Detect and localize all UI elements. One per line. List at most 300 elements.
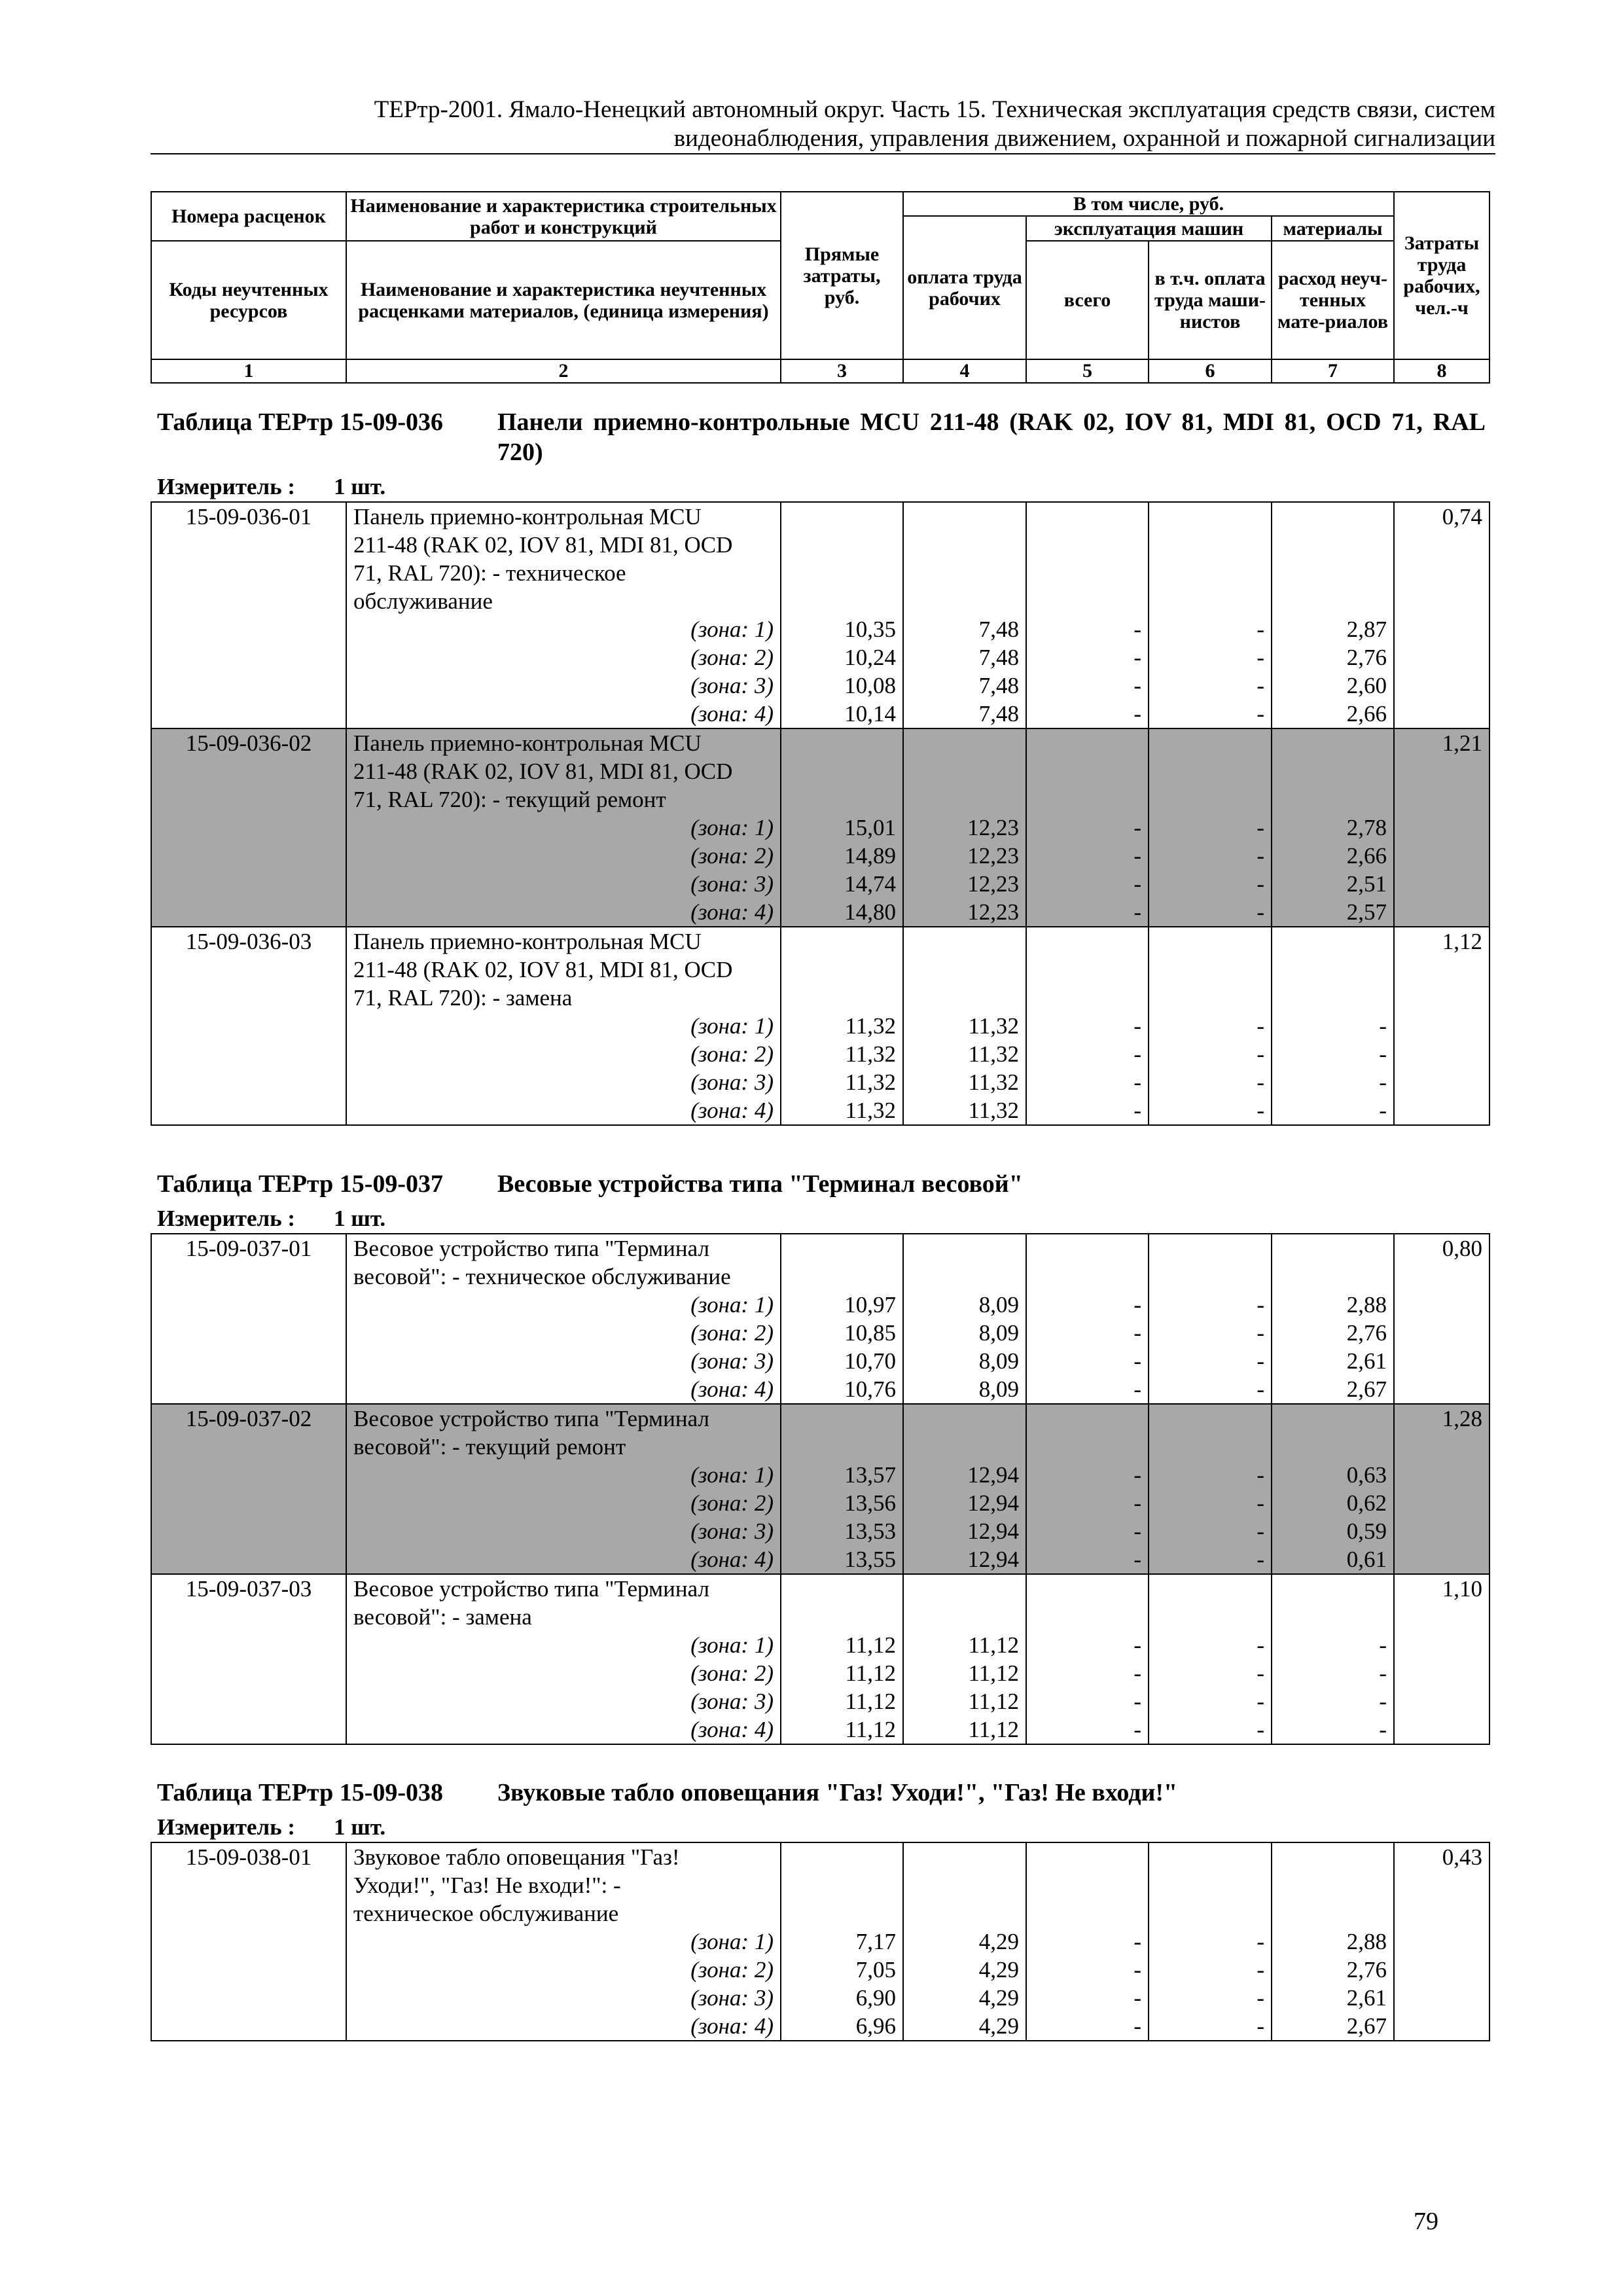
machines-total: - bbox=[1026, 700, 1149, 728]
empty-cell bbox=[1026, 587, 1149, 615]
empty-cell bbox=[151, 842, 346, 870]
item-desc-row bbox=[151, 1842, 1489, 1871]
materials-cost: 2,88 bbox=[1272, 1291, 1394, 1319]
machinists-pay: - bbox=[1149, 1984, 1272, 2012]
machinists-pay: - bbox=[1149, 643, 1272, 672]
empty-cell bbox=[903, 1842, 1026, 1871]
rate-description: Панель приемно-контрольная MCU bbox=[346, 728, 781, 757]
empty-cell bbox=[1394, 1715, 1489, 1744]
empty-cell bbox=[151, 1040, 346, 1068]
empty-cell bbox=[1026, 1404, 1149, 1433]
direct-cost: 7,17 bbox=[781, 1928, 903, 1956]
header-code-top: Номера расценок bbox=[151, 192, 346, 241]
machines-total: - bbox=[1026, 1347, 1149, 1375]
empty-cell bbox=[151, 587, 346, 615]
item-desc-row bbox=[151, 757, 1489, 785]
empty-cell bbox=[903, 1404, 1026, 1433]
empty-cell bbox=[1149, 1842, 1272, 1871]
empty-cell bbox=[781, 1603, 903, 1631]
empty-cell bbox=[1149, 956, 1272, 984]
zone-label: (зона: 2) bbox=[346, 1956, 781, 1984]
empty-cell bbox=[1394, 1040, 1489, 1068]
table-title bbox=[157, 1778, 1492, 1808]
column-number: 2 bbox=[346, 359, 781, 383]
empty-cell bbox=[1272, 1603, 1394, 1631]
machinists-pay: - bbox=[1149, 700, 1272, 728]
machinists-pay: - bbox=[1149, 870, 1272, 898]
table-name: Звуковые табло оповещания "Газ! Уходи!", "Газ! Не входи!" bbox=[497, 1779, 1178, 1806]
machines-total: - bbox=[1026, 842, 1149, 870]
machinists-pay: - bbox=[1149, 898, 1272, 927]
zone-label: (зона: 3) bbox=[346, 1687, 781, 1715]
empty-cell bbox=[1149, 728, 1272, 757]
empty-cell bbox=[781, 1404, 903, 1433]
empty-cell bbox=[151, 1375, 346, 1404]
empty-cell bbox=[903, 984, 1026, 1012]
empty-cell bbox=[151, 1461, 346, 1489]
empty-cell bbox=[1026, 757, 1149, 785]
direct-cost: 10,24 bbox=[781, 643, 903, 672]
empty-cell bbox=[1394, 1375, 1489, 1404]
empty-cell bbox=[781, 502, 903, 531]
rate-description: Панель приемно-контрольная MCU bbox=[346, 502, 781, 531]
rate-code: 15-09-037-03 bbox=[151, 1574, 346, 1603]
zone-label: (зона: 1) bbox=[346, 1012, 781, 1040]
table-code: Таблица ТЕРтр 15-09-038 bbox=[157, 1779, 444, 1806]
labor-cost: 0,80 bbox=[1394, 1234, 1489, 1263]
table-row bbox=[151, 1347, 1489, 1375]
empty-cell bbox=[1394, 1012, 1489, 1040]
table-code: Таблица ТЕРтр 15-09-037 bbox=[157, 1170, 444, 1198]
machines-total: - bbox=[1026, 1715, 1149, 1744]
empty-cell bbox=[1272, 956, 1394, 984]
zone-label: (зона: 4) bbox=[346, 898, 781, 927]
machinists-pay: - bbox=[1149, 1096, 1272, 1125]
labor-pay: 12,23 bbox=[903, 842, 1026, 870]
direct-cost: 10,14 bbox=[781, 700, 903, 728]
empty-cell bbox=[1394, 1687, 1489, 1715]
direct-cost: 14,80 bbox=[781, 898, 903, 927]
labor-pay: 8,09 bbox=[903, 1347, 1026, 1375]
table-row bbox=[151, 842, 1489, 870]
rate-description: Весовое устройство типа "Терминал bbox=[346, 1574, 781, 1603]
meter-label: Измеритель : bbox=[157, 1206, 296, 1231]
header-total: всего bbox=[1026, 241, 1149, 359]
zone-label: (зона: 2) bbox=[346, 1489, 781, 1517]
zone-label: (зона: 4) bbox=[346, 2012, 781, 2041]
labor-pay: 11,32 bbox=[903, 1012, 1026, 1040]
meter-value: 1 шт. bbox=[334, 1206, 386, 1231]
column-number: 6 bbox=[1149, 359, 1272, 383]
rate-code: 15-09-038-01 bbox=[151, 1842, 346, 1871]
header-name-top: Наименование и характеристика строительных работ и конструкций bbox=[346, 192, 781, 241]
empty-cell bbox=[1394, 956, 1489, 984]
direct-cost: 13,53 bbox=[781, 1517, 903, 1545]
meter-value: 1 шт. bbox=[334, 474, 386, 499]
zone-label: (зона: 3) bbox=[346, 1347, 781, 1375]
machines-total: - bbox=[1026, 1928, 1149, 1956]
empty-cell bbox=[151, 814, 346, 842]
empty-cell bbox=[1394, 870, 1489, 898]
rate-description: Уходи!", "Газ! Не входи!": - bbox=[346, 1871, 781, 1899]
materials-cost: 2,66 bbox=[1272, 842, 1394, 870]
item-desc-row bbox=[151, 1433, 1489, 1461]
column-number: 7 bbox=[1272, 359, 1394, 383]
zone-label: (зона: 2) bbox=[346, 1040, 781, 1068]
empty-cell bbox=[1272, 757, 1394, 785]
column-number: 5 bbox=[1026, 359, 1149, 383]
empty-cell bbox=[1394, 615, 1489, 643]
machines-total: - bbox=[1026, 1489, 1149, 1517]
empty-cell bbox=[151, 1928, 346, 1956]
labor-pay: 4,29 bbox=[903, 2012, 1026, 2041]
item-desc-row bbox=[151, 984, 1489, 1012]
empty-cell bbox=[1026, 956, 1149, 984]
empty-cell bbox=[1026, 1263, 1149, 1291]
direct-cost: 10,08 bbox=[781, 672, 903, 700]
empty-cell bbox=[781, 757, 903, 785]
direct-cost: 11,32 bbox=[781, 1012, 903, 1040]
item-desc-row bbox=[151, 1404, 1489, 1433]
direct-cost: 11,12 bbox=[781, 1659, 903, 1687]
item-desc-row bbox=[151, 927, 1489, 956]
machines-total: - bbox=[1026, 1461, 1149, 1489]
rate-description: Весовое устройство типа "Терминал bbox=[346, 1404, 781, 1433]
labor-pay: 12,94 bbox=[903, 1489, 1026, 1517]
empty-cell bbox=[1394, 757, 1489, 785]
empty-cell bbox=[1394, 531, 1489, 559]
labor-pay: 11,32 bbox=[903, 1096, 1026, 1125]
machines-total: - bbox=[1026, 1517, 1149, 1545]
empty-cell bbox=[151, 1068, 346, 1096]
empty-cell bbox=[1149, 757, 1272, 785]
empty-cell bbox=[1394, 1319, 1489, 1347]
machines-total: - bbox=[1026, 643, 1149, 672]
empty-cell bbox=[1394, 672, 1489, 700]
empty-cell bbox=[1394, 1517, 1489, 1545]
empty-cell bbox=[1026, 1433, 1149, 1461]
meter-line bbox=[157, 1206, 385, 1232]
empty-cell bbox=[1149, 1234, 1272, 1263]
empty-cell bbox=[1272, 1263, 1394, 1291]
materials-cost: 2,60 bbox=[1272, 672, 1394, 700]
empty-cell bbox=[151, 1319, 346, 1347]
rate-description: обслуживание bbox=[346, 587, 781, 615]
empty-cell bbox=[1149, 531, 1272, 559]
empty-cell bbox=[903, 1234, 1026, 1263]
item-desc-row bbox=[151, 1234, 1489, 1263]
empty-cell bbox=[903, 587, 1026, 615]
machines-total: - bbox=[1026, 870, 1149, 898]
table-row bbox=[151, 2012, 1489, 2041]
column-number: 8 bbox=[1394, 359, 1489, 383]
direct-cost: 15,01 bbox=[781, 814, 903, 842]
rate-code: 15-09-036-03 bbox=[151, 927, 346, 956]
item-desc-row bbox=[151, 559, 1489, 587]
empty-cell bbox=[1272, 1871, 1394, 1899]
empty-cell bbox=[1026, 1603, 1149, 1631]
header-unaccounted: расход неуч-тенных мате-риалов bbox=[1272, 241, 1394, 359]
table-row bbox=[151, 1461, 1489, 1489]
item-desc-row bbox=[151, 956, 1489, 984]
item-desc-row bbox=[151, 785, 1489, 814]
labor-pay: 8,09 bbox=[903, 1375, 1026, 1404]
rate-description: 211-48 (RAK 02, IOV 81, MDI 81, OCD bbox=[346, 757, 781, 785]
meter-line bbox=[157, 474, 385, 500]
table-row bbox=[151, 1096, 1489, 1125]
empty-cell bbox=[1149, 1603, 1272, 1631]
empty-cell bbox=[1272, 502, 1394, 531]
table-row bbox=[151, 1659, 1489, 1687]
labor-pay: 12,23 bbox=[903, 870, 1026, 898]
machines-total: - bbox=[1026, 1545, 1149, 1574]
empty-cell bbox=[1394, 1347, 1489, 1375]
empty-cell bbox=[903, 1574, 1026, 1603]
page-number: 79 bbox=[1414, 2208, 1438, 2235]
empty-cell bbox=[781, 1263, 903, 1291]
direct-cost: 13,57 bbox=[781, 1461, 903, 1489]
labor-pay: 12,94 bbox=[903, 1461, 1026, 1489]
materials-cost: - bbox=[1272, 1040, 1394, 1068]
empty-cell bbox=[1394, 1631, 1489, 1659]
zone-label: (зона: 1) bbox=[346, 1928, 781, 1956]
item-desc-row bbox=[151, 1871, 1489, 1899]
table-row bbox=[151, 700, 1489, 728]
empty-cell bbox=[151, 2012, 346, 2041]
empty-cell bbox=[781, 927, 903, 956]
empty-cell bbox=[1394, 1461, 1489, 1489]
rate-description: Весовое устройство типа "Терминал bbox=[346, 1234, 781, 1263]
direct-cost: 6,90 bbox=[781, 1984, 903, 2012]
rate-description: 211-48 (RAK 02, IOV 81, MDI 81, OCD bbox=[346, 956, 781, 984]
labor-pay: 8,09 bbox=[903, 1291, 1026, 1319]
labor-pay: 11,32 bbox=[903, 1068, 1026, 1096]
zone-label: (зона: 1) bbox=[346, 814, 781, 842]
zone-label: (зона: 3) bbox=[346, 870, 781, 898]
materials-cost: 2,88 bbox=[1272, 1928, 1394, 1956]
empty-cell bbox=[151, 757, 346, 785]
empty-cell bbox=[1026, 1574, 1149, 1603]
column-number: 1 bbox=[151, 359, 346, 383]
empty-cell bbox=[151, 531, 346, 559]
empty-cell bbox=[1394, 1603, 1489, 1631]
empty-cell bbox=[1272, 927, 1394, 956]
meter-label: Измеритель : bbox=[157, 474, 296, 499]
zone-label: (зона: 3) bbox=[346, 1068, 781, 1096]
table-row bbox=[151, 672, 1489, 700]
empty-cell bbox=[1394, 1263, 1489, 1291]
header-line-2: видеонаблюдения, управления движением, охранной и пожарной сигнализации bbox=[673, 125, 1495, 152]
empty-cell bbox=[1394, 700, 1489, 728]
direct-cost: 11,12 bbox=[781, 1631, 903, 1659]
empty-cell bbox=[1149, 785, 1272, 814]
rate-description: 211-48 (RAK 02, IOV 81, MDI 81, OCD bbox=[346, 531, 781, 559]
meter-label: Измеритель : bbox=[157, 1814, 296, 1840]
materials-cost: 2,78 bbox=[1272, 814, 1394, 842]
labor-pay: 11,12 bbox=[903, 1659, 1026, 1687]
machines-total: - bbox=[1026, 1956, 1149, 1984]
empty-cell bbox=[781, 559, 903, 587]
header-name-bottom: Наименование и характеристика неучтенных расценками материалов, (единица измерения) bbox=[346, 241, 781, 359]
empty-cell bbox=[1149, 1263, 1272, 1291]
empty-cell bbox=[1272, 984, 1394, 1012]
materials-cost: 2,51 bbox=[1272, 870, 1394, 898]
machines-total: - bbox=[1026, 1040, 1149, 1068]
zone-label: (зона: 1) bbox=[346, 1631, 781, 1659]
empty-cell bbox=[1394, 842, 1489, 870]
machinists-pay: - bbox=[1149, 1659, 1272, 1687]
empty-cell bbox=[1149, 559, 1272, 587]
labor-cost: 1,12 bbox=[1394, 927, 1489, 956]
direct-cost: 11,32 bbox=[781, 1040, 903, 1068]
empty-cell bbox=[903, 728, 1026, 757]
empty-cell bbox=[151, 1291, 346, 1319]
empty-cell bbox=[151, 1871, 346, 1899]
empty-cell bbox=[781, 1871, 903, 1899]
table-row bbox=[151, 1928, 1489, 1956]
machines-total: - bbox=[1026, 1631, 1149, 1659]
empty-cell bbox=[1272, 1842, 1394, 1871]
machines-total: - bbox=[1026, 1096, 1149, 1125]
labor-cost: 1,28 bbox=[1394, 1404, 1489, 1433]
machinists-pay: - bbox=[1149, 2012, 1272, 2041]
empty-cell bbox=[151, 1489, 346, 1517]
machines-total: - bbox=[1026, 672, 1149, 700]
labor-pay: 8,09 bbox=[903, 1319, 1026, 1347]
empty-cell bbox=[1394, 1984, 1489, 2012]
machinists-pay: - bbox=[1149, 1631, 1272, 1659]
item-desc-row bbox=[151, 1574, 1489, 1603]
materials-cost: 0,59 bbox=[1272, 1517, 1394, 1545]
labor-pay: 11,32 bbox=[903, 1040, 1026, 1068]
empty-cell bbox=[1026, 728, 1149, 757]
direct-cost: 14,89 bbox=[781, 842, 903, 870]
materials-cost: 2,76 bbox=[1272, 643, 1394, 672]
direct-cost: 11,32 bbox=[781, 1096, 903, 1125]
table-row bbox=[151, 1489, 1489, 1517]
header-materials: материалы bbox=[1272, 216, 1394, 241]
empty-cell bbox=[903, 927, 1026, 956]
table-row bbox=[151, 870, 1489, 898]
direct-cost: 11,12 bbox=[781, 1687, 903, 1715]
rate-description: Панель приемно-контрольная MCU bbox=[346, 927, 781, 956]
empty-cell bbox=[151, 1012, 346, 1040]
empty-cell bbox=[1394, 984, 1489, 1012]
header-labor-cost: Затраты труда рабочих, чел.-ч bbox=[1394, 192, 1489, 359]
empty-cell bbox=[1149, 984, 1272, 1012]
item-desc-row bbox=[151, 1899, 1489, 1928]
header-direct: Прямые затраты, руб. bbox=[781, 192, 903, 359]
table-row bbox=[151, 1956, 1489, 1984]
materials-cost: - bbox=[1272, 1631, 1394, 1659]
machinists-pay: - bbox=[1149, 814, 1272, 842]
direct-cost: 10,85 bbox=[781, 1319, 903, 1347]
empty-cell bbox=[903, 559, 1026, 587]
empty-cell bbox=[1149, 587, 1272, 615]
machines-total: - bbox=[1026, 1687, 1149, 1715]
empty-cell bbox=[151, 559, 346, 587]
machinists-pay: - bbox=[1149, 1545, 1272, 1574]
empty-cell bbox=[1394, 559, 1489, 587]
data-table bbox=[151, 1233, 1490, 1745]
item-desc-row bbox=[151, 587, 1489, 615]
table-row bbox=[151, 1687, 1489, 1715]
materials-cost: - bbox=[1272, 1012, 1394, 1040]
empty-cell bbox=[1026, 1871, 1149, 1899]
empty-cell bbox=[1272, 531, 1394, 559]
zone-label: (зона: 3) bbox=[346, 1984, 781, 2012]
empty-cell bbox=[1394, 2012, 1489, 2041]
empty-cell bbox=[1026, 502, 1149, 531]
empty-cell bbox=[151, 1347, 346, 1375]
empty-cell bbox=[903, 1899, 1026, 1928]
empty-cell bbox=[1394, 1928, 1489, 1956]
empty-cell bbox=[151, 615, 346, 643]
empty-cell bbox=[1394, 1956, 1489, 1984]
empty-cell bbox=[1394, 1433, 1489, 1461]
empty-cell bbox=[1394, 1659, 1489, 1687]
empty-cell bbox=[1026, 927, 1149, 956]
zone-label: (зона: 1) bbox=[346, 1461, 781, 1489]
machinists-pay: - bbox=[1149, 1517, 1272, 1545]
machines-total: - bbox=[1026, 1659, 1149, 1687]
labor-pay: 11,12 bbox=[903, 1715, 1026, 1744]
empty-cell bbox=[1026, 1842, 1149, 1871]
materials-cost: 0,61 bbox=[1272, 1545, 1394, 1574]
direct-cost: 14,74 bbox=[781, 870, 903, 898]
empty-cell bbox=[151, 1899, 346, 1928]
empty-cell bbox=[1394, 1291, 1489, 1319]
materials-cost: 2,87 bbox=[1272, 615, 1394, 643]
machines-total: - bbox=[1026, 1068, 1149, 1096]
materials-cost: - bbox=[1272, 1715, 1394, 1744]
empty-cell bbox=[781, 1234, 903, 1263]
empty-cell bbox=[151, 643, 346, 672]
machinists-pay: - bbox=[1149, 1012, 1272, 1040]
empty-cell bbox=[903, 757, 1026, 785]
empty-cell bbox=[1026, 531, 1149, 559]
direct-cost: 13,56 bbox=[781, 1489, 903, 1517]
table-name: Панели приемно-контрольные MCU 211-48 (RAK 02, IOV 81, MDI 81, OCD 71, RAL 720) bbox=[497, 408, 1486, 466]
meter-line bbox=[157, 1814, 385, 1840]
labor-pay: 7,48 bbox=[903, 700, 1026, 728]
empty-cell bbox=[1149, 1574, 1272, 1603]
direct-cost: 11,32 bbox=[781, 1068, 903, 1096]
labor-pay: 4,29 bbox=[903, 1956, 1026, 1984]
labor-pay: 12,94 bbox=[903, 1517, 1026, 1545]
machinists-pay: - bbox=[1149, 1715, 1272, 1744]
empty-cell bbox=[151, 956, 346, 984]
labor-pay: 4,29 bbox=[903, 1984, 1026, 2012]
table-row bbox=[151, 1068, 1489, 1096]
direct-cost: 6,96 bbox=[781, 2012, 903, 2041]
rate-description: 71, RAL 720): - замена bbox=[346, 984, 781, 1012]
machinists-pay: - bbox=[1149, 1928, 1272, 1956]
empty-cell bbox=[903, 531, 1026, 559]
labor-pay: 12,23 bbox=[903, 814, 1026, 842]
labor-pay: 12,23 bbox=[903, 898, 1026, 927]
rate-code: 15-09-036-01 bbox=[151, 502, 346, 531]
empty-cell bbox=[903, 1263, 1026, 1291]
empty-cell bbox=[1272, 785, 1394, 814]
empty-cell bbox=[1272, 1574, 1394, 1603]
labor-pay: 12,94 bbox=[903, 1545, 1026, 1574]
empty-cell bbox=[151, 1096, 346, 1125]
zone-label: (зона: 2) bbox=[346, 842, 781, 870]
empty-cell bbox=[903, 1603, 1026, 1631]
machinists-pay: - bbox=[1149, 615, 1272, 643]
machinists-pay: - bbox=[1149, 1375, 1272, 1404]
